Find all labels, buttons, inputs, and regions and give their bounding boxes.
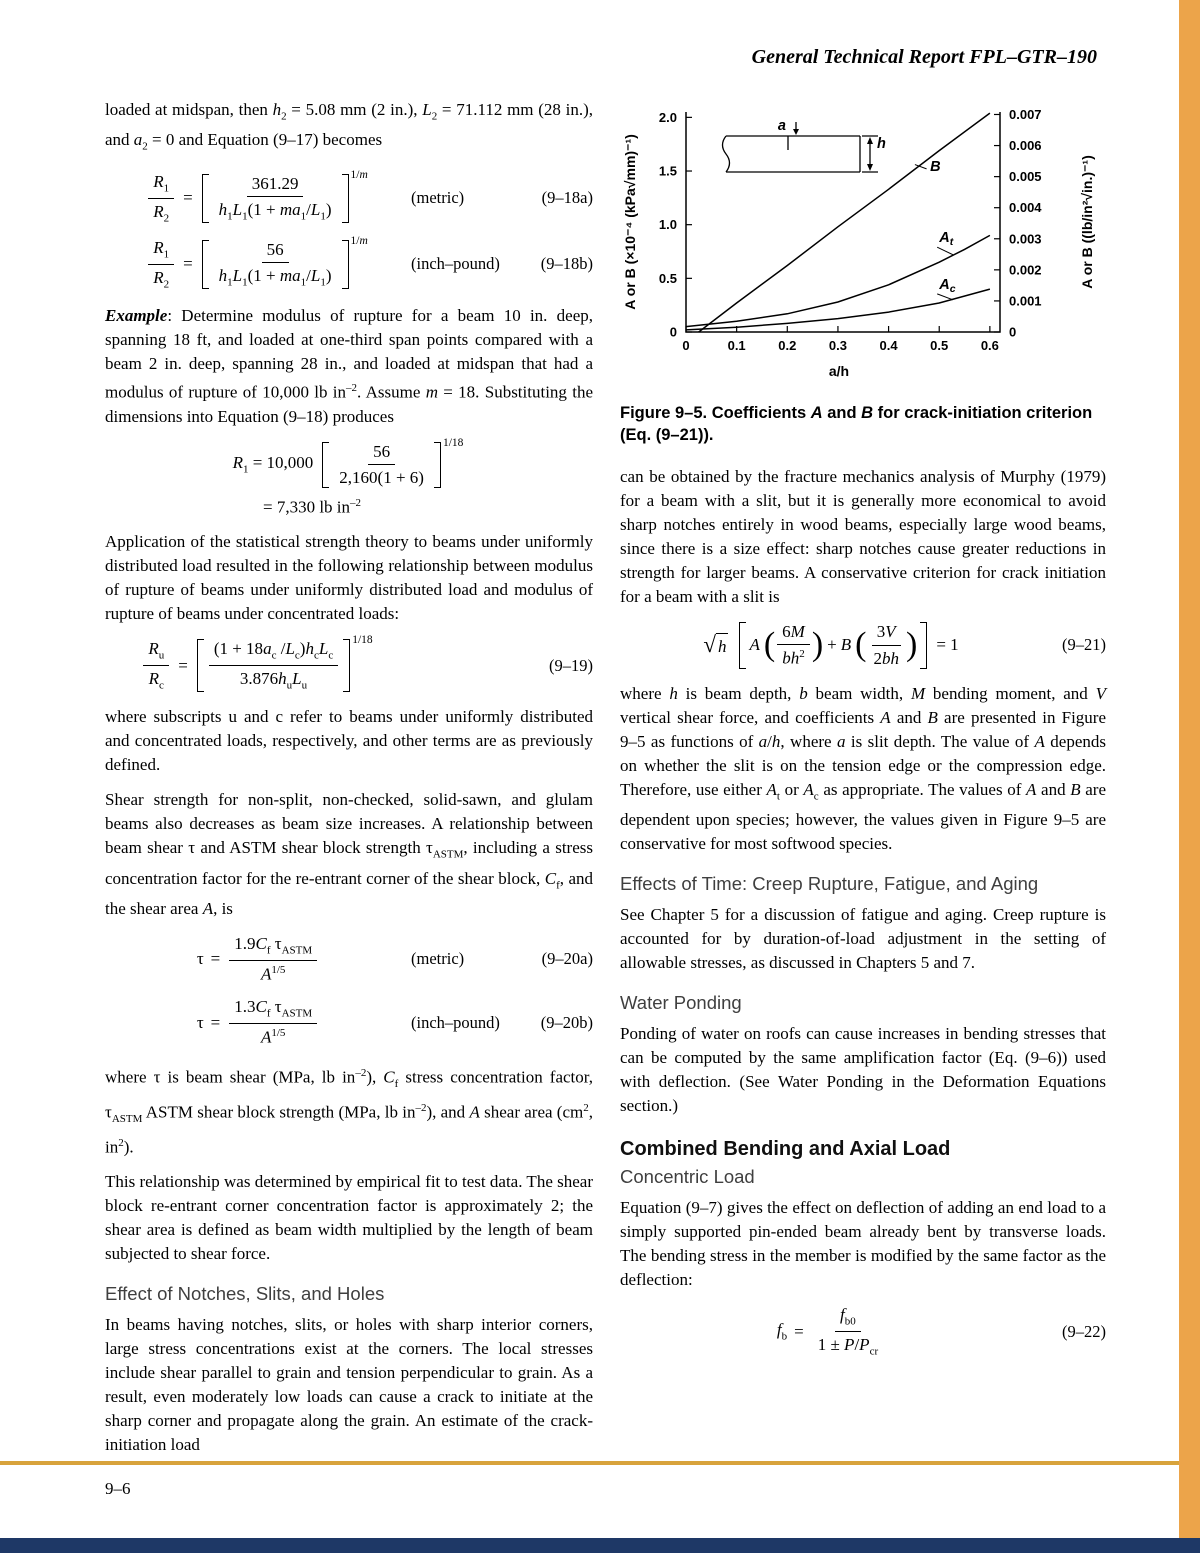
bracket-group [202,234,368,290]
equation-unit-note: (metric) [411,949,465,969]
chart-plot-area [659,107,1042,353]
x-tick-label: 0.6 [980,338,999,353]
equation-number: (9–20b) [540,1012,593,1032]
paren-group-A: ( $\frac{6M}{bh^2}$ ) [763,621,824,669]
left-y-tick-label: 1.5 [658,163,677,179]
inset-a-label: a [777,118,786,134]
right-bracket [343,639,350,692]
figure-9-5 [620,98,1106,393]
x-tick-label: 0.1 [727,338,746,353]
right-y-tick-label: 0.002 [1009,262,1042,278]
heading-notches: Effect of Notches, Slits, and Holes [105,1283,385,1305]
exponent: 1/18 [352,634,373,647]
bracket-group [739,622,927,669]
right-y-tick-label: 0.003 [1009,231,1042,247]
paren-group-B: ( $\frac{3V}{2bh}$ ) [855,622,918,668]
equation-9-20b [105,997,593,1047]
paragraph-concentric: Equation (9–7) gives the effect on deflection of adding an end load to a simply supported pin-ended beam already bent by transverse loads. The bending stress in the member is modified by the same factor as the deflection: [620,1198,1106,1290]
paragraph-where-9-20: where τ is beam shear (MPa, lb $in^{-2}$), $C_f$ stress concentration factor, $\tau_{ASTM}$ ASTM shear block strength (MPa, lb $in^{-2}$), and A shear area ($cm^2$, $in^2$). [105,1066,593,1157]
equation-number: (9–19) [549,655,593,675]
equation-9-21 [620,622,1106,669]
right-bracket [342,240,349,290]
paragraph-canbe: can be obtained by the fracture mechanics analysis of Murphy (1979) for a beam with a slit, but it is generally more economical to avoid sharp notches entirely in wood beams, especially large wood beams, since there is a size effect: sharp notches cause greater reductions in strength for larger beams. A conservative criterion for crack initiation for a beam with a slit is [620,466,1106,606]
left-bracket [739,622,746,669]
lhs-fraction: $\frac{R_u}{R_c}$ [143,639,169,692]
paragraph-where-9-19: where subscripts u and c refer to beams under uniformly distributed and concentrated loads, respectively, and other terms are as previously defined. [105,707,593,775]
lhs-fraction: $\frac{R_1}{R_2}$ [148,172,174,225]
equation-unit-note: (metric) [411,188,465,208]
x-tick-label: 0 [682,338,690,353]
rhs-fraction: $\frac{f_{b0}}{1 \pm P/P_{cr}}$ [817,1305,879,1358]
heading-concentric-load: Concentric Load [620,1166,755,1188]
rhs-fraction: $\frac{1.9C_f \tau_{ASTM}}{A^{1/5}}$ [229,934,317,984]
right-y-tick-label: 0.001 [1009,293,1042,309]
equation-9-18b [105,234,593,291]
equation-9-20a [105,934,593,984]
rhs-fraction: $\frac{56}{h_1L_1(1 + ma_1/L_1)}$ [218,239,332,289]
rhs-fraction: $\frac{1.3C_f \tau_{ASTM}}{A^{1/5}}$ [229,997,317,1047]
coefficient-B: B [840,635,852,655]
tau-symbol: τ [196,949,204,969]
paragraph-where-h: where h is beam depth, b beam width, M bending moment, and V vertical shear force, and coefficients A and B are presented in Figure 9–5 as functions of a/h, where a is slit depth. The value of A depends on whether the slit is on the tension edge or the compression edge. Therefore, use either $A_t$ or $A_c$ as appropriate. The values of A and B are dependent upon species; however, the values given in Figure 9–5 are conservative for most softwood species. [620,683,1106,854]
x-tick-label: 0.4 [879,338,898,353]
page-number: 9–6 [105,1479,131,1498]
equation-unit-note: (inch–pound) [411,254,500,274]
right-y-tick-label: 0.007 [1009,106,1042,122]
h-arrowhead-bottom [867,164,873,171]
plus-sign: + [827,635,837,655]
exponent: 1/m [350,234,368,247]
equation-number: (9–18b) [540,254,593,274]
left-y-axis-label: A or B (×10⁻⁴ (kPa√mm)⁻¹) [622,134,638,310]
left-y-tick-label: 0 [669,324,677,340]
heading-water-ponding: Water Ponding [620,992,742,1014]
right-bracket [342,174,349,224]
paragraph-notches: In beams having notches, slits, or holes with sharp interior corners, large stress concentrations exist at the corners. The local stresses include shear parallel to grain and tension perpendicular to grain. As a result, even moderately low loads can cause a crack to initiate at the sharp corner and propagate along the grain. An estimate of the crack-initiation load [105,1315,593,1455]
paragraph-ponding: Ponding of water on roofs can cause increases in bending stresses that can be computed by the same amplification factor (Eq. (9–6)) used with deflection. (See Water Ponding in the Deformation Equations section.) [620,1024,1106,1116]
example-result: = 7,330 lb $in^{-2}$ [263,496,362,517]
series-line-Ac [686,289,990,330]
x-tick-label: 0.5 [930,338,949,353]
equals-sign: = [178,655,188,675]
square-root: √ h [703,632,727,658]
left-bracket [202,174,209,224]
paragraph-time: See Chapter 5 for a discussion of fatigue and aging. Creep rupture is accounted for by duration-of-load adjustment in the setting of allowable stresses, as discussed in Chapters 5 and 7. [620,905,1106,973]
series-label-Ac: $A_c$ [939,277,956,296]
right-y-tick-label: 0 [1009,324,1017,340]
bottom-navy-bar [0,1538,1200,1553]
h-arrowhead-top [867,137,873,144]
right-y-tick-label: 0.006 [1009,138,1042,154]
left-bracket [202,240,209,290]
a-arrowhead [793,129,799,135]
beam-outline [726,136,860,172]
lhs-fraction: $\frac{R_1}{R_2}$ [148,238,174,291]
coefficient-A: A [749,635,760,655]
right-y-axis-label: A or B ((lb/in²√in.)⁻¹) [1079,155,1095,289]
bracket-group [322,436,464,488]
exponent: 1/18 [442,436,464,449]
right-column [620,98,1106,1371]
right-edge-stripe [1179,0,1200,1538]
rhs-fraction: $\frac{361.29}{h_1L_1(1 + ma_1/L_1)}$ [218,173,332,223]
figure-9-5-chart [620,98,1106,388]
equation-number: (9–20a) [541,949,593,969]
equals-sign: = [183,188,193,208]
series-label-leader [937,247,953,255]
left-bracket [322,442,329,488]
x-tick-label: 0.3 [828,338,847,353]
equation-9-22 [620,1305,1106,1358]
left-y-tick-label: 0.5 [658,270,677,286]
figure-caption: Figure 9–5. Coefficients A and B for crack-initiation criterion (Eq. (9–21)). [620,404,1093,444]
equation-example [105,436,593,488]
equals-sign: = [210,949,221,969]
right-y-tick-label: 0.004 [1009,200,1042,216]
equals-sign: = [794,1321,804,1341]
bracket-group [197,634,373,692]
equation-9-18a [105,168,593,225]
series-label-B: B [930,159,941,176]
left-y-tick-label: 1.0 [658,217,677,233]
x-axis-label: a/h [828,363,850,379]
tau-symbol: τ [196,1012,204,1032]
equation-9-19 [105,634,593,692]
example-lhs: $R_1 = 10,000$ [232,453,314,476]
beam-inset-drawing [723,122,879,172]
rhs-fraction: $\frac{(1 + 18a_c /L_c)h_cL_c}{3.876h_uL_u}$ [209,639,338,692]
right-y-tick-label: 0.005 [1009,169,1042,185]
paragraph-intro: loaded at midspan, then $h_2 = 5.08$ mm (2 in.), $L_2 = 71.112$ mm (28 in.), and $a_2 = 0$ and Equation (9–17) becomes [105,100,593,153]
beam-broken-end [723,136,730,172]
equation-number: (9–18a) [541,188,593,208]
equation-unit-note: (inch–pound) [411,1012,500,1032]
paragraph-empirical: This relationship was determined by empirical fit to test data. The shear block re-entrant corner concentration factor is approximately 2; the shear area is defined as beam width multiplied by the length of beam subjected to shear force. [105,1172,593,1264]
equation-number: (9–21) [1062,635,1106,655]
right-bracket [434,442,441,488]
paragraph-application: Application of the statistical strength theory to beams under uniformly distributed load resulted in the following relationship between modulus of rupture of beams under uniformly distributed load and modulus of rupture of beams under concentrated loads: [105,532,593,624]
x-tick-label: 0.2 [778,338,797,353]
left-y-tick-label: 2.0 [658,109,677,125]
bracket-group [202,168,368,224]
heading-combined-bending: Combined Bending and Axial Load [620,1138,951,1161]
left-bracket [197,639,204,692]
fb-symbol: $f_b$ [776,1320,788,1343]
paragraph-shear: Shear strength for non-split, non-checked, solid-sawn, and glulam beams also decreases as beam size increases. A relationship between beam shear τ and ASTM shear block strength $\tau_{ASTM}$, including a stress concentration factor for the re-entrant corner of the shear block, $C_f$, and the shear area A, is [105,790,593,919]
report-header: General Technical Report FPL–GTR–190 [751,46,1097,68]
exponent: 1/m [350,168,368,181]
equals-sign: = [210,1012,221,1032]
series-label-At: $A_t$ [939,229,954,248]
paragraph-example: Example: Determine modulus of rupture for a beam 10 in. deep, spanning 18 ft, and loaded at one-third span points compared with a beam 2 in. deep, spanning 28 in., and loaded at midspan that had a modulus of rupture of 10,000 lb $in^{-2}$. Assume m = 18. Substituting the dimensions into Equation (9–18) produces [105,305,593,426]
left-column [105,98,593,1468]
equation-number: (9–22) [1062,1321,1106,1341]
heading-effects-of-time: Effects of Time: Creep Rupture, Fatigue, and Aging [620,873,1039,895]
example-fraction: $\frac{56}{2,160(1 + 6)}$ [339,441,424,488]
rhs: = 1 [936,635,959,655]
inset-h-label: h [877,136,886,152]
equals-sign: = [183,254,193,274]
right-bracket [920,622,927,669]
